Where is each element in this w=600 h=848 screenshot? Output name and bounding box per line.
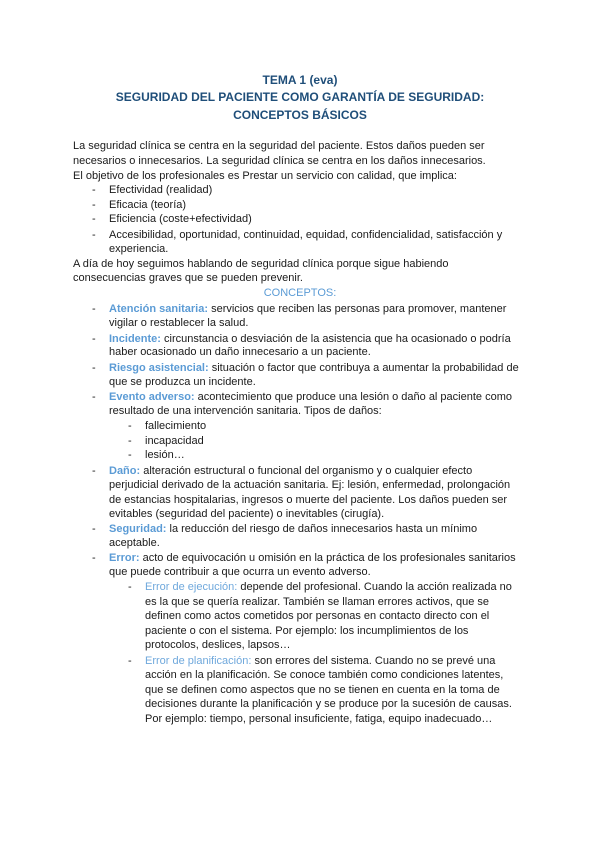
concept-term: Error de ejecución: (145, 581, 238, 593)
bullet-dash: - (92, 552, 96, 564)
error-planificacion-line4: decisiones durante la planificación y se produce por la sucesión de causas. (145, 698, 512, 710)
sub-bullet-dash: - (128, 449, 132, 461)
bullet-dash: - (92, 229, 96, 241)
concept-term: Evento adverso: (109, 391, 195, 403)
sub-bullet-dash: - (128, 581, 132, 593)
error-ejecucion-line1: Error de ejecución: depende del profesional. Cuando la acción realizada no (145, 581, 512, 593)
list-item: Accesibilidad, oportunidad, continuidad, equidad, confidencialidad, satisfacción y (109, 229, 503, 241)
bullet-dash: - (92, 333, 96, 345)
list-item: Eficacia (teoría) (109, 199, 187, 211)
sub-bullet-dash: - (128, 655, 132, 667)
bullet-dash: - (92, 199, 96, 211)
concept-term: Riesgo asistencial: (109, 362, 209, 374)
intro-p2: El objetivo de los profesionales es Prestar un servicio con calidad, que implica: (73, 170, 457, 182)
error-ejecucion-line3: definen como actos cometidos por personas en contacto directo con el (145, 610, 490, 622)
concept-term: Incidente: (109, 333, 161, 345)
list-item: Eficiencia (coste+efectividad) (109, 213, 252, 225)
concept-atencion-line1: Atención sanitaria: servicios que reciben las personas para promover, mantener (109, 303, 507, 315)
concept-term: Seguridad: (109, 523, 167, 535)
intro-p1-line2: necesarios o innecesarios. La seguridad clínica se centra en los daños innecesarios. (73, 155, 486, 167)
concepts-heading: CONCEPTOS: (263, 287, 337, 299)
error-planificacion-line2: acción en la planificación. Se conoce también como condiciones latentes, (145, 669, 504, 681)
list-item: Efectividad (realidad) (109, 184, 213, 196)
bullet-dash: - (92, 391, 96, 403)
document-title: TEMA 1 (eva) (262, 73, 338, 87)
concept-dano-line2: perjudicial derivado de la actuación sanitaria. Ej: lesión, enfermedad, prolongación (109, 479, 511, 491)
concept-evento-line2: resultado de una intervención sanitaria. Tipos de daños: (109, 405, 382, 417)
intro-p3-line1: A día de hoy seguimos hablando de seguridad clínica porque sigue habiendo (73, 258, 449, 270)
sub-bullet-dash: - (128, 435, 132, 447)
concept-dano-line1: Daño: alteración estructural o funcional del organismo y o cualquier efecto (109, 465, 473, 477)
error-ejecucion-line5: protocolos, deslices, lapsos… (145, 639, 291, 651)
bullet-dash: - (92, 303, 96, 315)
bullet-dash: - (92, 465, 96, 477)
intro-p1-line1: La seguridad clínica se centra en la seguridad del paciente. Estos daños pueden ser (73, 140, 485, 152)
concept-incidente-line2: haber ocasionado un daño innecesario a un paciente. (109, 346, 371, 358)
damage-type-item: fallecimiento (145, 420, 207, 432)
concept-dano-line4: evitables (seguridad del paciente) o inevitables (cirugía). (109, 508, 385, 520)
concept-riesgo-line2: que se produzca un incidente. (109, 376, 256, 388)
bullet-dash: - (92, 213, 96, 225)
error-ejecucion-line4: paciente o con el sistema. Por ejemplo: los incumplimientos de los (145, 625, 469, 637)
bullet-dash: - (92, 362, 96, 374)
list-item-continuation: experiencia. (109, 243, 169, 255)
bullet-dash: - (92, 523, 96, 535)
error-planificacion-line3: que se definen como aspectos que no se tienen en cuenta en la toma de (145, 684, 500, 696)
concept-term: Atención sanitaria: (109, 303, 209, 315)
concept-term: Error: (109, 552, 140, 564)
concept-seguridad-line1: Seguridad: la reducción del riesgo de daños innecesarios hasta un mínimo (109, 523, 478, 535)
damage-type-item: lesión… (145, 449, 185, 461)
error-ejecucion-line2: es la que se quería realizar. También se llaman errores activos, que se (145, 596, 490, 608)
document-subtitle-line2: CONCEPTOS BÁSICOS (233, 108, 367, 122)
sub-bullet-dash: - (128, 420, 132, 432)
error-planificacion-line5: Por ejemplo: tiempo, personal insuficiente, fatiga, equipo inadecuado… (145, 713, 493, 725)
damage-type-item: incapacidad (145, 435, 204, 447)
concept-error-line2: que puede contribuir a que ocurra un evento adverso. (109, 566, 371, 578)
concept-term: Daño: (109, 465, 141, 477)
concept-evento-line1: Evento adverso: acontecimiento que produce una lesión o daño al paciente como (109, 391, 512, 403)
concept-term: Error de planificación: (145, 655, 252, 667)
concept-atencion-line2: vigilar o restablecer la salud. (109, 317, 249, 329)
concept-error-line1: Error: acto de equivocación u omisión en la práctica de los profesionales sanitarios (109, 552, 516, 564)
error-planificacion-line1: Error de planificación: son errores del sistema. Cuando no se prevé una (145, 655, 496, 667)
bullet-dash: - (92, 184, 96, 196)
document-subtitle-line1: SEGURIDAD DEL PACIENTE COMO GARANTÍA DE SEGURIDAD: (115, 90, 485, 104)
concept-dano-line3: de estancias hospitalarias, ingresos o muerte del paciente. Los daños pueden ser (109, 494, 508, 506)
concept-riesgo-line1: Riesgo asistencial: situación o factor que contribuya a aumentar la probabilidad de (109, 362, 519, 374)
concept-incidente-line1: Incidente: circunstancia o desviación de la asistencia que ha ocasionado o podría (109, 333, 511, 345)
intro-p3-line2: consecuencias graves que se pueden prevenir. (73, 272, 303, 284)
concept-seguridad-line2: aceptable. (109, 537, 160, 549)
